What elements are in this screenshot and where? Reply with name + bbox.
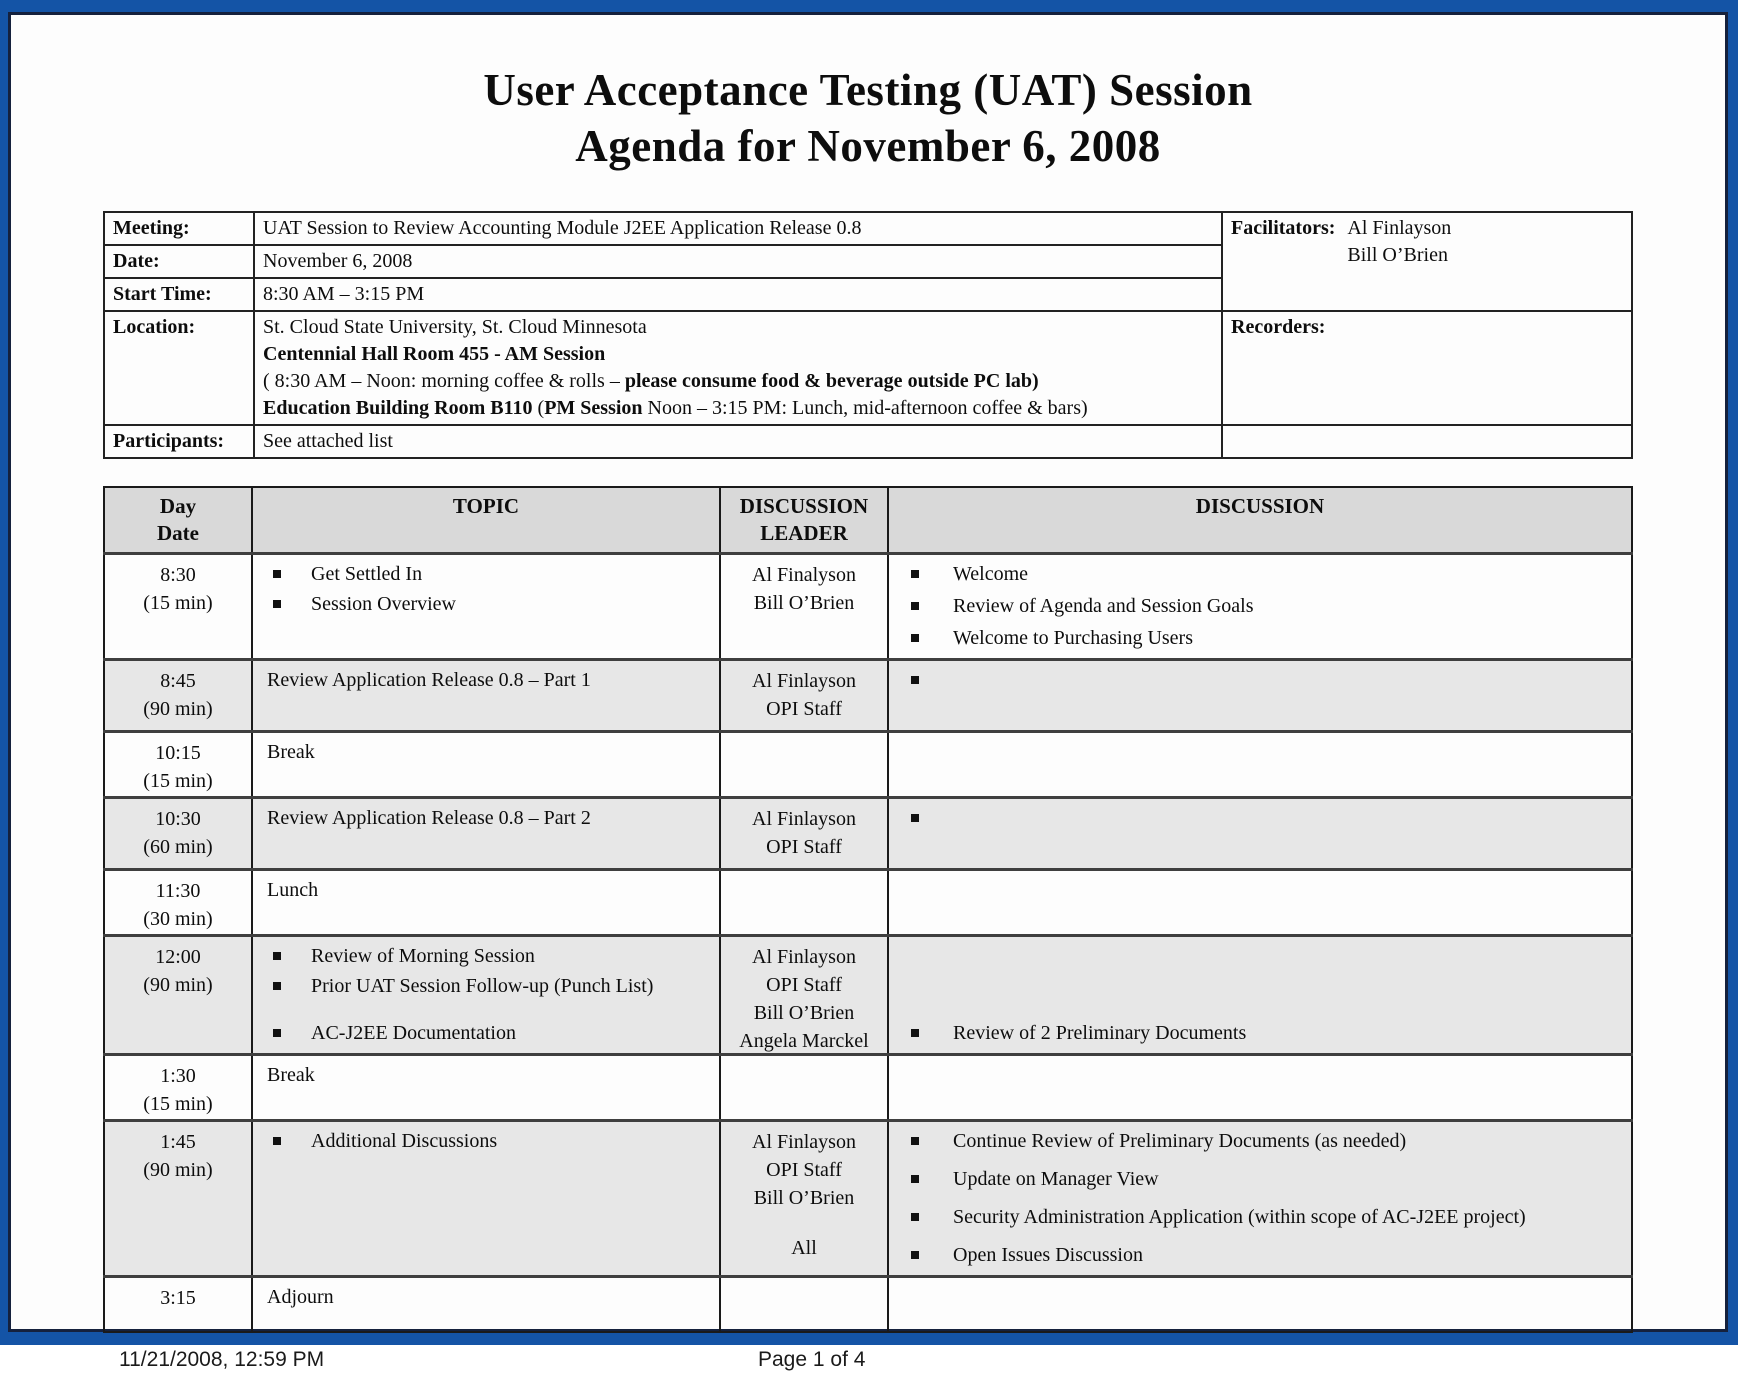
bullet-line xyxy=(905,625,1623,652)
agenda-row xyxy=(104,797,1632,869)
recorders-label: Recorders: xyxy=(1231,315,1326,338)
square-bullet-icon xyxy=(911,634,919,642)
square-bullet-icon xyxy=(273,982,281,990)
location-value xyxy=(254,311,1222,425)
day-date-cell xyxy=(104,553,252,659)
participants-label: Participants: xyxy=(104,425,254,458)
location-text-segment: ) xyxy=(1032,369,1039,392)
time-value: 1:45 xyxy=(160,1130,196,1153)
time-value: 10:30 xyxy=(155,807,201,830)
location-line xyxy=(263,314,1213,341)
bullet-line xyxy=(905,805,1623,822)
participants-value: See attached list xyxy=(254,425,1222,458)
bullet-text: Welcome xyxy=(953,562,1029,585)
document-title xyxy=(103,63,1633,175)
discussion-leader-cell xyxy=(720,1054,888,1120)
bullet-text: Open Issues Discussion xyxy=(953,1243,1143,1266)
meeting-info-table xyxy=(103,211,1633,459)
recorders-empty-cell xyxy=(1222,425,1632,458)
facilitator-name: Bill O’Brien xyxy=(1347,243,1448,266)
col-discussion xyxy=(888,487,1632,554)
discussion-cell xyxy=(888,659,1632,731)
square-bullet-icon xyxy=(273,952,281,960)
day-date-cell xyxy=(104,731,252,797)
leader-name: Bill O’Brien xyxy=(753,1001,855,1024)
topic-cell xyxy=(252,797,720,869)
agenda-header-row xyxy=(104,487,1632,554)
day-date-cell xyxy=(104,1120,252,1276)
topic-text: Break xyxy=(267,740,315,763)
leader-split xyxy=(725,1128,883,1262)
duration-value: (15 min) xyxy=(143,769,213,792)
bullet-text: Review of Morning Session xyxy=(311,944,535,967)
agenda-row xyxy=(104,1054,1632,1120)
footer-datetime: 11/21/2008, 12:59 PM xyxy=(119,1348,325,1372)
topic-late-items xyxy=(267,1020,711,1047)
discussion-cell xyxy=(888,935,1632,1054)
topic-items xyxy=(267,1062,711,1089)
time-value: 8:45 xyxy=(160,669,196,692)
discussion-leader-cell xyxy=(720,869,888,935)
time-value: 12:00 xyxy=(155,945,201,968)
square-bullet-icon xyxy=(911,1029,919,1037)
discussion-cell xyxy=(888,731,1632,797)
topic-text: Review Application Release 0.8 – Part 2 xyxy=(267,806,591,829)
leader-name: All xyxy=(791,1236,817,1259)
facilitators-label: Facilitators: xyxy=(1231,216,1336,239)
topic-items xyxy=(267,739,711,766)
topic-text: Adjourn xyxy=(267,1285,334,1308)
location-text-segment: ( xyxy=(532,396,545,419)
day-date-cell xyxy=(104,1054,252,1120)
day-date-cell xyxy=(104,869,252,935)
bullet-text: AC-J2EE Documentation xyxy=(311,1021,516,1044)
topic-text: Break xyxy=(267,1063,315,1086)
topic-items xyxy=(267,943,711,1000)
square-bullet-icon xyxy=(911,602,919,610)
bullet-line xyxy=(267,973,711,1000)
header-line: DISCUSSION xyxy=(1195,493,1325,518)
square-bullet-icon xyxy=(911,814,919,822)
duration-value: (90 min) xyxy=(143,973,213,996)
bullet-line xyxy=(905,1020,1623,1047)
bullet-text: Additional Discussions xyxy=(311,1129,498,1152)
topic-items xyxy=(267,877,711,904)
bullet-text: Update on Manager View xyxy=(953,1167,1159,1190)
leader-names xyxy=(725,943,883,1027)
topic-cell xyxy=(252,1054,720,1120)
location-text-segment: Education Building Room B110 xyxy=(263,396,533,419)
topic-cell xyxy=(252,553,720,659)
agenda-row xyxy=(104,731,1632,797)
agenda-row xyxy=(104,659,1632,731)
day-date-cell xyxy=(104,1276,252,1332)
bullet-line xyxy=(905,1204,1623,1231)
col-day-date xyxy=(104,487,252,554)
footer-page-number: Page 1 of 4 xyxy=(758,1348,866,1372)
discussion-cell xyxy=(888,1276,1632,1332)
leader-name: Bill O’Brien xyxy=(753,1186,855,1209)
agenda-row xyxy=(104,553,1632,659)
bullet-line xyxy=(267,1020,711,1047)
topic-items xyxy=(267,805,711,832)
topic-cell xyxy=(252,1120,720,1276)
time-value: 11:30 xyxy=(155,879,201,902)
location-text-segment: Centennial Hall Room 455 - AM Session xyxy=(263,342,606,365)
discussion-leader-cell xyxy=(720,1120,888,1276)
topic-cell xyxy=(252,731,720,797)
bullet-line xyxy=(905,1242,1623,1269)
location-text-segment: Noon – 3:15 PM: Lunch, mid-afternoon coffee & bars) xyxy=(642,396,1088,419)
discussion-cell xyxy=(888,1120,1632,1276)
location-text-segment: please consume food & beverage outside PC lab xyxy=(624,369,1033,392)
page-footer xyxy=(103,1348,1633,1380)
date-value: November 6, 2008 xyxy=(254,245,1222,278)
square-bullet-icon xyxy=(911,1251,919,1259)
time-value: 3:15 xyxy=(160,1286,196,1309)
discussion-cell xyxy=(888,553,1632,659)
day-date-cell xyxy=(104,935,252,1054)
discussion-items xyxy=(905,805,1623,822)
leader-name: Angela Marckel xyxy=(739,1029,869,1052)
day-date-cell xyxy=(104,797,252,869)
agenda-row xyxy=(104,1276,1632,1332)
time-value: 8:30 xyxy=(160,563,196,586)
leader-names xyxy=(725,1128,883,1212)
topic-cell xyxy=(252,869,720,935)
square-bullet-icon xyxy=(273,1137,281,1145)
leader-name: OPI Staff xyxy=(766,973,842,996)
day-date-cell xyxy=(104,659,252,731)
discussion-cell xyxy=(888,1054,1632,1120)
participants-row xyxy=(104,425,1632,458)
duration-value: (90 min) xyxy=(143,697,213,720)
topic-text: Review Application Release 0.8 – Part 1 xyxy=(267,668,591,691)
bullet-text: Review of Agenda and Session Goals xyxy=(953,594,1254,617)
bullet-line xyxy=(905,1166,1623,1193)
location-label: Location: xyxy=(104,311,254,425)
duration-value: (15 min) xyxy=(143,591,213,614)
header-line: Date xyxy=(157,520,199,545)
meeting-row xyxy=(104,212,1632,245)
leader-name: Bill O’Brien xyxy=(753,591,855,614)
bullet-line xyxy=(905,667,1623,684)
topic-items xyxy=(267,1284,711,1311)
leader-names xyxy=(725,561,883,617)
agenda-row xyxy=(104,869,1632,935)
title-line-1: User Acceptance Testing (UAT) Session xyxy=(483,65,1253,115)
header-line: Day xyxy=(159,493,197,518)
col-topic xyxy=(252,487,720,554)
header-line: DISCUSSION xyxy=(739,493,869,518)
location-line xyxy=(263,341,1213,368)
topic-cell xyxy=(252,1276,720,1332)
location-line xyxy=(263,368,1213,395)
leader-name: OPI Staff xyxy=(766,697,842,720)
location-text-segment: ( 8:30 AM – Noon: morning coffee & rolls – xyxy=(263,369,625,392)
leader-name: Al Finalyson xyxy=(752,563,856,586)
discussion-leader-cell xyxy=(720,731,888,797)
title-line-2: Agenda for November 6, 2008 xyxy=(575,120,1161,171)
leader-name: OPI Staff xyxy=(766,1158,842,1181)
leader-names xyxy=(725,805,883,861)
leader-names xyxy=(725,667,883,723)
discussion-leader-cell xyxy=(720,797,888,869)
leader-late-names xyxy=(725,1027,883,1055)
facilitator-name: Al Finlayson xyxy=(1347,216,1452,239)
square-bullet-icon xyxy=(911,1137,919,1145)
facilitators-cell xyxy=(1222,212,1632,311)
discussion-late-items xyxy=(905,1020,1623,1047)
location-text-segment: PM Session xyxy=(544,396,643,419)
leader-name: Al Finlayson xyxy=(752,669,856,692)
square-bullet-icon xyxy=(911,676,919,684)
bullet-text: Review of 2 Preliminary Documents xyxy=(953,1021,1247,1044)
document-content xyxy=(103,63,1633,1380)
duration-value: (60 min) xyxy=(143,835,213,858)
topic-text: Lunch xyxy=(267,878,319,901)
header-line: LEADER xyxy=(760,520,848,545)
topic-cell xyxy=(252,659,720,731)
agenda-row xyxy=(104,935,1632,1054)
leader-name: Al Finlayson xyxy=(752,1130,856,1153)
discussion-items xyxy=(905,561,1623,652)
agenda-row xyxy=(104,1120,1632,1276)
bullet-line xyxy=(905,561,1623,588)
bullet-line xyxy=(905,593,1623,620)
square-bullet-icon xyxy=(273,570,281,578)
square-bullet-icon xyxy=(911,570,919,578)
date-label: Date: xyxy=(104,245,254,278)
discussion-split xyxy=(905,943,1623,1047)
leader-name: Al Finlayson xyxy=(752,807,856,830)
bullet-text: Continue Review of Preliminary Documents (as needed) xyxy=(953,1129,1407,1152)
discussion-items xyxy=(905,1128,1623,1269)
discussion-items xyxy=(905,667,1623,684)
bullet-text: Session Overview xyxy=(311,592,456,615)
bullet-text: Prior UAT Session Follow-up (Punch List) xyxy=(311,974,654,997)
meeting-value: UAT Session to Review Accounting Module J2EE Application Release 0.8 xyxy=(254,212,1222,245)
location-text-segment: St. Cloud State University, St. Cloud Minnesota xyxy=(263,315,647,338)
bullet-line xyxy=(905,1128,1623,1155)
start-time-value: 8:30 AM – 3:15 PM xyxy=(254,278,1222,311)
leader-late-names xyxy=(725,1234,883,1262)
square-bullet-icon xyxy=(273,600,281,608)
leader-name: OPI Staff xyxy=(766,835,842,858)
discussion-leader-cell xyxy=(720,1276,888,1332)
time-value: 10:15 xyxy=(155,741,201,764)
bullet-line xyxy=(267,561,711,588)
duration-value: (15 min) xyxy=(143,1092,213,1115)
square-bullet-icon xyxy=(911,1175,919,1183)
header-line: TOPIC xyxy=(452,493,520,518)
bullet-text: Welcome to Purchasing Users xyxy=(953,626,1193,649)
topic-cell xyxy=(252,935,720,1054)
leader-split xyxy=(725,943,883,1052)
duration-value: (90 min) xyxy=(143,1158,213,1181)
bullet-text: Get Settled In xyxy=(311,562,423,585)
start-time-label: Start Time: xyxy=(104,278,254,311)
location-line xyxy=(263,395,1213,422)
discussion-cell xyxy=(888,797,1632,869)
discussion-leader-cell xyxy=(720,659,888,731)
meeting-label: Meeting: xyxy=(104,212,254,245)
col-discussion-leader xyxy=(720,487,888,554)
topic-items xyxy=(267,1128,711,1155)
location-row xyxy=(104,311,1632,425)
bullet-line xyxy=(267,1128,711,1155)
document-page xyxy=(8,12,1728,1372)
bullet-line xyxy=(267,591,711,618)
bullet-text: Security Administration Application (within scope of AC-J2EE project) xyxy=(953,1205,1526,1228)
topic-items xyxy=(267,667,711,694)
recorders-cell xyxy=(1222,311,1632,425)
leader-name: Al Finlayson xyxy=(752,945,856,968)
duration-value: (30 min) xyxy=(143,907,213,930)
discussion-cell xyxy=(888,869,1632,935)
agenda-table xyxy=(103,486,1633,1334)
discussion-leader-cell xyxy=(720,935,888,1054)
bullet-line xyxy=(267,943,711,970)
topic-split xyxy=(267,943,711,1047)
square-bullet-icon xyxy=(911,1213,919,1221)
discussion-leader-cell xyxy=(720,553,888,659)
topic-items xyxy=(267,561,711,618)
square-bullet-icon xyxy=(273,1029,281,1037)
time-value: 1:30 xyxy=(160,1064,196,1087)
